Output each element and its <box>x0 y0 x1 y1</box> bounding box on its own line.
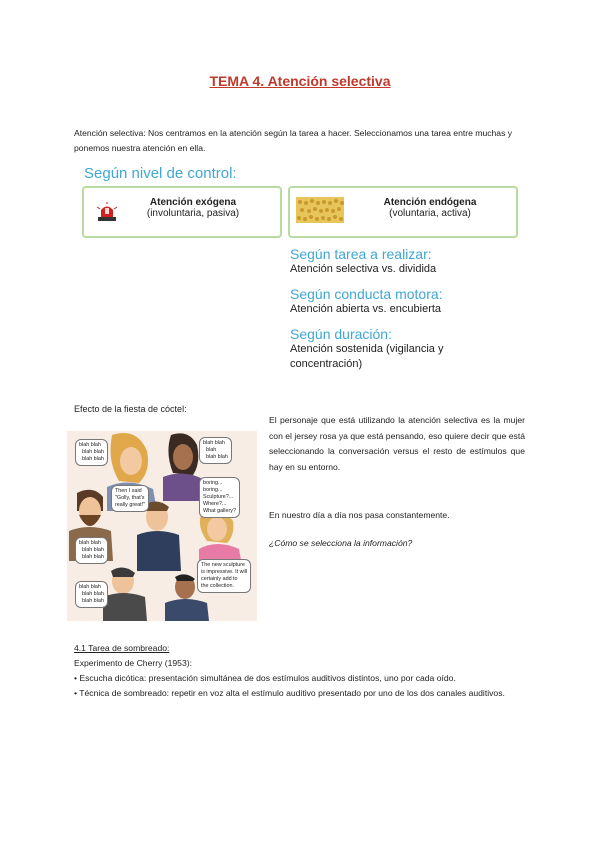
speech-bubble: blah blah blah blah blah <box>199 437 232 464</box>
cherry-experiment: Experimento de Cherry (1953): <box>74 658 192 668</box>
task-section <box>290 246 480 277</box>
cocktail-explanation: El personaje que está utilizando la atención selectiva es la mujer con el jersey rosa ya que está pensando, eso quiere decir que está seleccionando la conversación versus el resto de estímulos que hay en su entorno. <box>269 415 525 472</box>
diagram-heading: Según nivel de control: <box>84 165 237 182</box>
page-title: TEMA 4. Atención selectiva <box>209 73 391 89</box>
cocktail-heading: Efecto de la fiesta de cóctel: <box>74 404 187 414</box>
exogenous-box <box>82 186 282 238</box>
section-4-1 <box>74 641 534 701</box>
duration-text: Atención sostenida (vigilancia y concentración) <box>290 343 444 370</box>
cocktail-party-illustration <box>67 431 257 621</box>
motor-text: Atención abierta vs. encubierta <box>290 303 442 315</box>
endogenous-title: Atención endógena <box>383 197 477 208</box>
duration-section <box>290 326 480 372</box>
dichotic-listening-bullet: • Escucha dicótica: presentación simultánea de dos estímulos auditivos distintos, uno por cada oído. <box>74 673 456 683</box>
thought-bubble: boring... boring... Sculpture?... Where?... What gallery? <box>199 477 240 518</box>
speech-bubble: blah blah blah blah blah blah <box>75 581 108 608</box>
exogenous-title: Atención exógena <box>149 197 237 208</box>
duration-heading: Según duración: <box>290 326 392 342</box>
speech-bubble: The new sculpture is impressive. It will certainly add to the collection. <box>197 559 251 593</box>
exogenous-label <box>118 197 268 219</box>
daily-life-paragraph: En nuestro día a día nos pasa constantemente. <box>269 510 450 520</box>
speech-bubble: blah blah blah blah blah blah <box>75 537 108 564</box>
task-heading: Según tarea a realizar: <box>290 246 432 262</box>
siren-icon <box>96 202 118 222</box>
selection-question: ¿Cómo se selecciona la información? <box>269 538 413 548</box>
crowd-image <box>296 197 344 223</box>
task-text: Atención selectiva vs. dividida <box>290 263 437 275</box>
section-4-1-heading: 4.1 Tarea de sombreado: <box>74 643 170 653</box>
endogenous-label <box>350 197 510 219</box>
shadowing-bullet: • Técnica de sombreado: repetir en voz alta el estímulo auditivo presentado por uno de los dos canales auditivos. <box>74 688 505 698</box>
motor-section <box>290 286 480 317</box>
intro-paragraph: Atención selectiva: Nos centramos en la atención según la tarea a hacer. Seleccionamos una tarea entre muchas y ponemos nuestra atención en ella. <box>74 128 513 153</box>
speech-bubble: blah blah blah blah blah blah <box>75 439 108 466</box>
endogenous-subtitle: (voluntaria, activa) <box>389 208 471 219</box>
speech-bubble: Then I said "Golly, that's really great!" <box>111 485 149 512</box>
motor-heading: Según conducta motora: <box>290 286 443 302</box>
endogenous-box <box>288 186 518 238</box>
exogenous-subtitle: (involuntaria, pasiva) <box>146 208 240 219</box>
